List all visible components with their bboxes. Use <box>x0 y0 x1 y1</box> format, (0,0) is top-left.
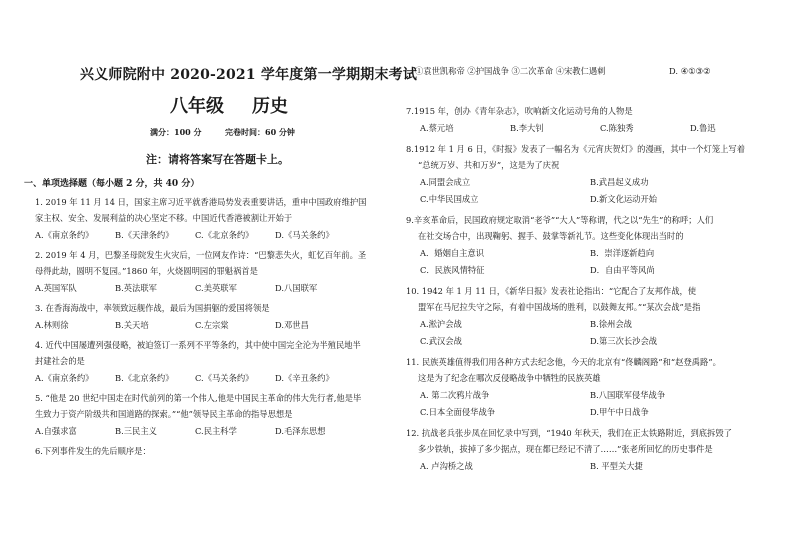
answer-option: B.关天培 <box>115 320 149 330</box>
section-title: 一、单项选择题（每小题 2 分，共 40 分） <box>24 179 200 189</box>
answer-option: C.《北京条约》 <box>195 230 254 240</box>
answer-option: C.日本全面侵华战争 <box>420 407 496 417</box>
subject-label: 历史 <box>252 96 288 117</box>
question-text: 4. 近代中国屡遭列强侵略，被迫签订一系列不平等条约，其中使中国完全沦为半殖民地半 <box>35 340 361 350</box>
answer-option: B.英法联军 <box>115 283 157 293</box>
exam-title: 兴义师院附中 2020-2021 学年度第一学期期末考试 <box>80 67 418 83</box>
answer-option: A.蔡元培 <box>420 123 454 133</box>
answer-option: D.《辛丑条约》 <box>275 373 334 383</box>
answer-option: B.《天津条约》 <box>115 230 174 240</box>
question-text: 多少铁轨，拔掉了多少据点，现在都已经记不清了……”张老所回忆的历史事件是 <box>418 444 713 454</box>
question-text: 封建社会的是 <box>35 356 85 366</box>
answer-option: A.《南京条约》 <box>35 373 94 383</box>
answer-option: B.徐州会战 <box>590 319 632 329</box>
answer-option: A.《南京条约》 <box>35 230 94 240</box>
question-text: 在社交场合中，出现鞠躬、握手、鼓掌等新礼节。这些变化体现出当时的 <box>418 231 684 241</box>
answer-option: A.同盟会成立 <box>420 177 471 187</box>
answer-option: B.武昌起义成功 <box>590 177 649 187</box>
q6-answer-d: D. ④①③② <box>669 66 711 76</box>
right-column <box>397 0 794 549</box>
answer-option: D.第三次长沙会战 <box>590 336 658 346</box>
question-text: 10. 1942 年 1 月 11 日，《新华日报》发表社论指出：“它配合了友邦作战，使 <box>406 286 697 296</box>
question-text: 盟军在马尼拉失守之际，有着中国战场的胜利，以鼓舞友邦。”“某次会战”是指 <box>418 302 701 312</box>
answer-option: A.英国军队 <box>35 283 77 293</box>
answer-option: C.中华民国成立 <box>420 194 479 204</box>
question-text: 2. 2019 年 4 月，巴黎圣母院发生火灾后，一位网友作诗：“巴黎悲失火，虹忆百年前。圣 <box>35 250 367 260</box>
answer-option: B.三民主义 <box>115 426 157 436</box>
answer-option: D．自由平等风尚 <box>590 265 655 275</box>
answer-option: A.自强求富 <box>35 426 77 436</box>
answer-option: D.毛泽东思想 <box>275 426 326 436</box>
answer-option: D.八国联军 <box>275 283 318 293</box>
question-text: 9.辛亥革命后，民国政府规定取消“老爷”“大人”等称谓，代之以“先生”的称呼；人们 <box>406 215 714 225</box>
answer-option: A. 第二次鸦片战争 <box>420 390 490 400</box>
q6-items: ①袁世凯称帝 ②护国战争 ③二次革命 ④宋教仁遇刺 <box>415 66 606 76</box>
question-text: 母得此劫，圆明不复园。”1860 年，火烧圆明园的罪魁祸首是 <box>35 266 258 276</box>
question-text: 7.1915 年，创办《青年杂志》，吹响新文化运动号角的人物是 <box>406 106 633 116</box>
answer-option: C.武汉会战 <box>420 336 462 346</box>
answer-option: D.新文化运动开始 <box>590 194 658 204</box>
exam-time: 完卷时间：60 分钟 <box>225 127 295 137</box>
answer-option: D.邓世昌 <box>275 320 309 330</box>
answer-option: C.陈独秀 <box>600 123 634 133</box>
answer-notice: 注：请将答案写在答题卡上。 <box>146 153 289 166</box>
full-score: 满分：100 分 <box>150 127 202 137</box>
answer-option: B.《北京条约》 <box>115 373 174 383</box>
answer-option: C.美英联军 <box>195 283 237 293</box>
question-text: 12. 抗战老兵张步凤在回忆录中写到，“1940 年秋天，我们在正太铁路附近，到底拆毁了 <box>406 428 732 438</box>
answer-option: D.甲午中日战争 <box>590 407 649 417</box>
question-text: 6.下列事件发生的先后顺序是： <box>35 446 151 456</box>
answer-option: B. 平型关大捷 <box>590 461 643 471</box>
question-text: 生致力于资产阶级共和国道路的探索。”“他”领导民主革命的指导思想是 <box>35 409 293 419</box>
answer-option: C．民族风情特征 <box>420 265 485 275</box>
answer-option: C.《马关条约》 <box>195 373 254 383</box>
grade-label: 八年级 <box>170 96 224 117</box>
answer-option: A.林则徐 <box>35 320 69 330</box>
answer-option: D.《马关条约》 <box>275 230 334 240</box>
question-text: 1. 2019 年 11 月 14 日，国家主席习近平就香港局势发表重要讲话，重申中国政府维护国 <box>35 197 367 207</box>
answer-option: B.李大钊 <box>510 123 544 133</box>
question-text: 这是为了纪念在哪次反侵略战争中牺牲的民族英雄 <box>418 373 601 383</box>
question-text: 11. 民族英雄值得我们用各种方式去纪念他，今天的北京有“佟麟阁路”和“赵登禹路”。 <box>406 357 721 367</box>
question-text: 3. 在香海海战中，率领致远舰作战，最后为国捐躯的爱国将领是 <box>35 303 270 313</box>
answer-option: A.淞沪会战 <box>420 319 462 329</box>
answer-option: D.鲁迅 <box>690 123 716 133</box>
question-text: 家主权、安全、发展利益的决心坚定不移。中国近代香港被割让开始于 <box>35 213 293 223</box>
answer-option: A．婚姻自主意识 <box>420 248 485 258</box>
answer-option: C.民主科学 <box>195 426 237 436</box>
question-text: 5. “他是 20 世纪中国走在时代前列的第一个伟人,他是中国民主革命的伟大先行者,他是毕 <box>35 393 362 403</box>
answer-option: A. 卢沟桥之战 <box>420 461 473 471</box>
question-text: 8.1912 年 1 月 6 日，《时报》发表了一幅名为《元宵庆贺灯》的漫画，其中一个灯笼上写着 <box>406 144 746 154</box>
answer-option: C.左宗棠 <box>195 320 229 330</box>
question-text: “总统万岁、共和万岁”，这是为了庆祝 <box>418 160 560 170</box>
answer-option: B．崇洋逐新趋向 <box>590 248 655 258</box>
answer-option: B.八国联军侵华战争 <box>590 390 666 400</box>
